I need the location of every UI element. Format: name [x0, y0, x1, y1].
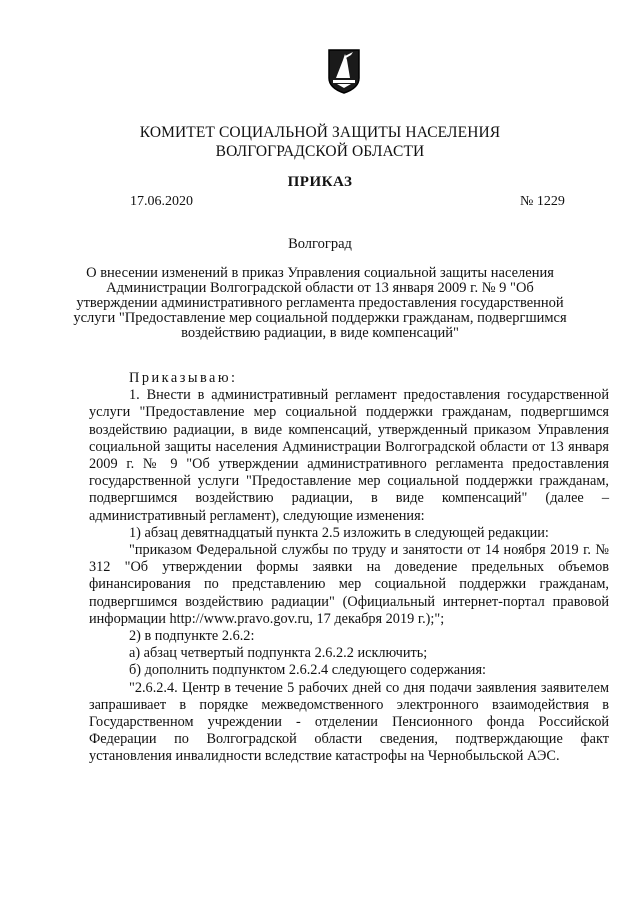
order-city: Волгоград	[288, 236, 352, 252]
volgograd-coat-of-arms-icon	[327, 48, 361, 94]
order-number: № 1229	[520, 194, 565, 209]
body-intro: Приказываю:	[129, 370, 238, 386]
order-subject: О внесении изменений в приказ Управления социальной защиты населения Администрации Волгоградской области от 13 января 2009 г. № 9 "Об утверждении административного регламента предоставления государственной услуги "Предоставление мер социальной поддержки гражданам, подвергшимся воздействию радиации, в виде компенсаций"	[73, 265, 567, 341]
org-name-line2: ВОЛГОГРАДСКОЙ ОБЛАСТИ	[215, 143, 425, 160]
body-paragraph-2: 1) абзац девятнадцатый пункта 2.5 изложить в следующей редакции:	[129, 524, 549, 541]
body-paragraph-7: "2.6.2.4. Центр в течение 5 рабочих дней со дня подачи заявления заявителем запрашивает в порядке межведомственного электронного взаимодействия в Государственном учреждении - отделении Пенсионного фонда Российской Федерации по Волгоградской области сведения, подтверждающие факт установления инвалидности вследствие катастрофы на Чернобыльской АЭС.	[89, 679, 609, 765]
order-title: ПРИКАЗ	[287, 174, 353, 190]
body-paragraph-4: 2) в подпункте 2.6.2:	[129, 628, 255, 645]
org-name-line1: КОМИТЕТ СОЦИАЛЬНОЙ ЗАЩИТЫ НАСЕЛЕНИЯ	[139, 124, 501, 141]
order-body	[89, 370, 609, 766]
body-paragraph-3: "приказом Федеральной службы по труду и занятости от 14 ноября 2019 г. № 312 "Об утверждении формы заявки на доведение предельных объемов финансирования по представлению мер социальной поддержки гражданам, подвергшимся воздействию радиации" (Официальный интернет-портал правовой информации http://www.pravo.gov.ru, 17 декабря 2019 г.);";	[89, 542, 609, 627]
body-paragraph-6: б) дополнить подпунктом 2.6.2.4 следующего содержания:	[129, 662, 486, 679]
body-paragraph-5: а) абзац четвертый подпункта 2.6.2.2 исключить;	[129, 645, 428, 662]
body-paragraph-1: 1. Внести в административный регламент предоставления государственной услуги "Предоставление мер социальной поддержки гражданам, подвергшимся воздействию радиации, в виде компенсаций, утвержденный приказом Управления социальной защиты населения Администрации Волгоградской области от 13 января 2009 г. № 9 "Об утверждении административного регламента предоставления государственной услуги "Предоставление мер социальной поддержки гражданам, подвергшимся воздействию радиации, в виде компенсаций" (далее – административный регламент), следующие изменения:	[89, 387, 609, 524]
order-date: 17.06.2020	[130, 194, 193, 209]
